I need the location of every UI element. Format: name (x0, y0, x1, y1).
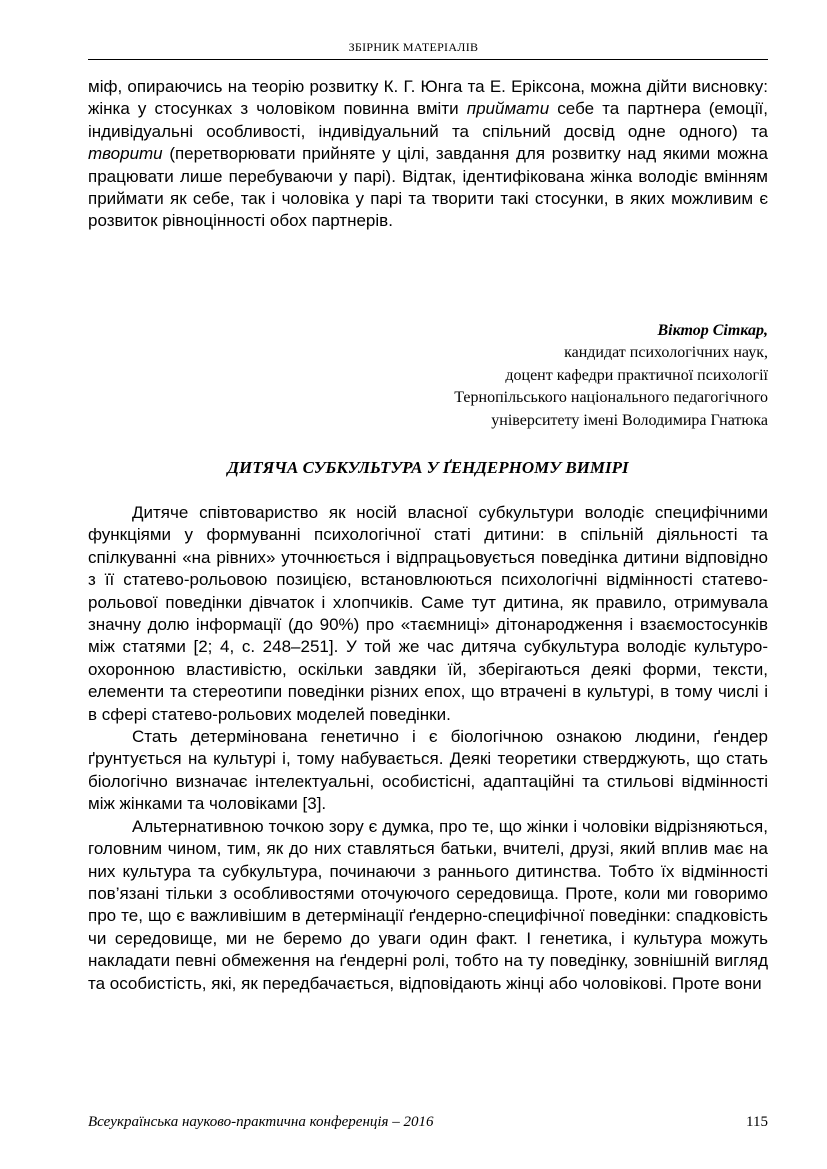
article-paragraph-3: Альтернативною точкою зору є думка, про те, що жінки і чоловіки відрізняються, головним чином, тим, як до них ставляться батьки, вчителі, друзі, який вплив має на них культура та субкультура, починаючи з раннього дитинства. Тобто їх відмінності пов’язані тільки з особливостями оточуючого середовища. Проте, коли ми говоримо про те, що є важливішим в детермінації ґендерно-специфічної поведінки: спадковість чи середовище, ми не беремо до уваги один факт. І генетика, і культура можуть накладати певні обмеження на ґендерні ролі, тобто на ту поведінку, зовнішній вигляд та особистість, які, як передбачається, відповідають жінці або чоловікові. Проте вони (88, 816, 768, 993)
emphasis-accept: приймати (466, 99, 550, 119)
article-body (88, 502, 768, 995)
intro-text-part-2: себе та партнера (емоції, індивідуальні особливості, індивідуальний та спільний досвід одне одного) та (88, 99, 768, 141)
article-paragraph-1: Дитяче співтовариство як носій власної субкультури володіє специфічними функціями у формуванні психологічної статі дитини: в спільній діяльності та спілкуванні «на рівних» уточнюється і відпрацьовується поведінка дитини відповідно з її статево-рольовою позицією, встановлюються психологічні відмінності статево-рольової поведінки дівчаток і хлопчиків. Саме тут дитина, як правило, отримувала значну долю інформації (до 90%) про «таємниці» дітонародження і взаємостосунків між статями [2; 4, с. 248–251]. У той же час дитяча субкультура володіє культуро-охоронною властивістю, оскільки завдяки їй, зберігаються деякі форми, тексти, елементи та стереотипи поведінки різних епох, що втрачені в культурі, в тому числі і в сфері статево-рольових моделей поведінки. (88, 503, 768, 724)
author-position: доцент кафедри практичної психології (505, 366, 768, 384)
author-university: Тернопільського національного педагогічного (454, 389, 768, 407)
running-header: ЗБІРНИК МАТЕРІАЛІВ (348, 40, 479, 54)
intro-text-part-3: (перетворювати прийняте у цілі, завдання для розвитку над якими можна працювати лише перебуваючи у парі). Відтак, ідентифікована жінка володіє вмінням приймати як себе, так і чоловіка у парі та творити такі стосунки, в яких можливим є розвиток рівноцінності обох партнерів. (88, 144, 768, 231)
author-block (454, 320, 768, 432)
footer-conference: Всеукраїнська науково-практична конференція – 2016 (88, 1114, 434, 1130)
article-title: ДИТЯЧА СУБКУЛЬТУРА У ҐЕНДЕРНОМУ ВИМІРІ (227, 458, 629, 477)
intro-text-part-1: міф, опираючись на теорію розвитку К. Г. Юнга та Е. Еріксона, можна дійти висновку: жінка у стосунках з чоловіком повинна вміти (88, 77, 768, 119)
header-divider (88, 59, 768, 60)
author-name: Віктор Сіткар, (657, 322, 768, 339)
page-number: 115 (746, 1114, 768, 1130)
author-university-name: університету імені Володимира Гнатюка (491, 411, 768, 429)
emphasis-create: творити (88, 144, 163, 164)
intro-paragraph (88, 76, 768, 233)
article-paragraph-2: Стать детермінована генетично і є біологічною ознакою людини, ґендер ґрунтується на культурі і, тому набувається. Деякі теоретики стверджують, що стать біологічно визначає інтелектуальні, особистісні, адаптаційні та стильові відмінності між жінками та чоловіками [3]. (88, 727, 768, 814)
author-degree: кандидат психологічних наук, (564, 344, 768, 362)
